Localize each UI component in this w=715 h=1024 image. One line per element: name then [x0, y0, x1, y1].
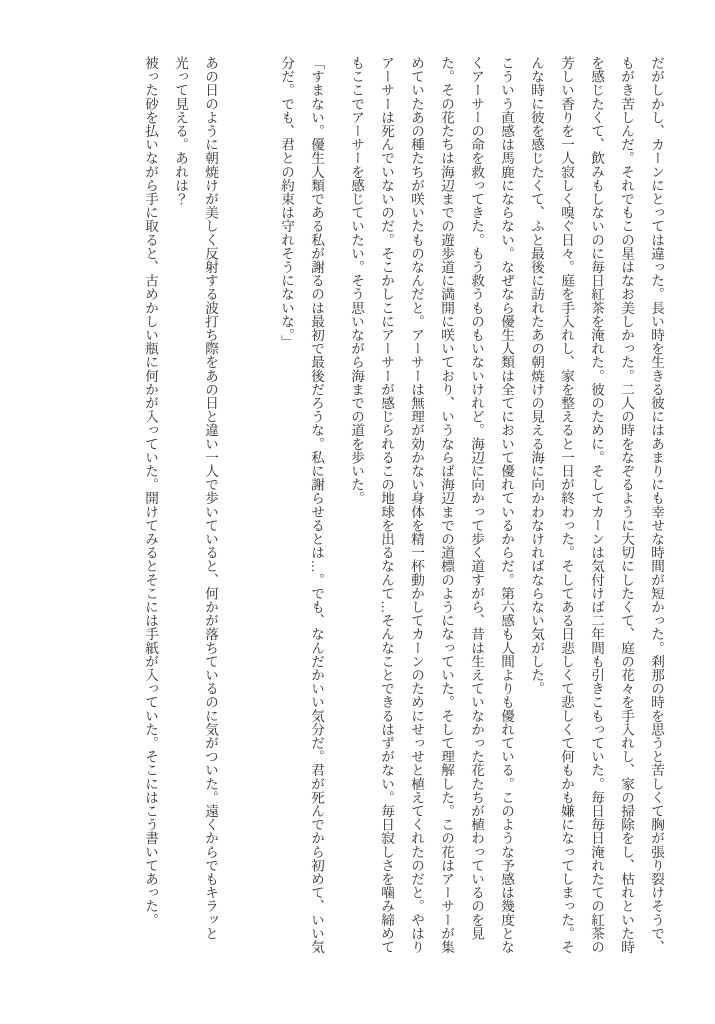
story-paragraph-5: 被った砂を払いながら手に取ると、古めかしい瓶に何かが入っていた。開けてみるとそこには手紙が入っていた。そこにはこう書いてあった。 [143, 56, 158, 927]
story-paragraph-1: だがしかし、カーンにとっては違った。長い時を生きる彼にはあまりにも幸せな時間が短かった。刹那の時を思うと苦しくて胸が張り裂けそうで、もがき苦しんだ。それでもこの星はなお美しかった。二人の時をなぞるように大切にしたくて、庭の花々を手入れし、家の掃除をし、枯れといた時を感じたくて、飲みもしないのに毎日紅茶を淹れた。彼のために。そしてカーンは気付けば二年間も引きこもっていた。毎日毎日淹れたての紅茶の芳しい香りを一人寂しく嗅ぐ日々。庭を手入れし、家を整えると一日が終わった。そしてある日悲しくて悲しくて何もかも嫌になってしまった。そんな時に彼を感じたくて、ふと最後に訪れたあの朝焼けの見える海に向かわなければならない気がした。 [529, 56, 664, 954]
story-paragraph-4: あの日のように朝焼けが美しく反射する波打ち際をあの日と違い一人で歩いていると、何かが落ちているのに気がついた。遠くからでもキラッと光って見える。あれは？ [173, 56, 218, 940]
vertical-text-block [135, 56, 671, 960]
story-paragraph-2: こういう直感は馬鹿にならない。なぜなら優生人類は全てにおいて優れているからだ。第六感も人間よりも優れている。このような予感は幾度となくアーサーの命を救ってきた。もう救うものもいないけれど。海辺に向かって歩く道すがら、昔は生えていなかった花たちが植わっているのを見た。その花たちは海辺までの遊歩道に満開に咲いており、いうならば海辺までの道標のようになっていた。そして理解した。この花はアーサーが集めていたあの種たちが咲いたものなんだと。アーサーは無理が効かない身体を精一杯動かしてカーンのためにせっせと植えてくれたのだと。やはりアーサーは死んでいないのだ。そこかしこにアーサーが感じられるこの地球を出るなんて…そんなことできるはずがない。毎日寂しさを噛み締めてもここでアーサーを感じていたい。そう思いながら海までの道を歩いた。 [349, 56, 514, 954]
story-paragraph-3-quote: 「すまない。優生人類である私が謝るのは最初で最後だろうな。私に謝らせるとは…。でも、なんだかいい気分だ。君が死んでから初めて、いい気分だ。でも、君との約束は守れそうにないな。」 [279, 56, 324, 954]
